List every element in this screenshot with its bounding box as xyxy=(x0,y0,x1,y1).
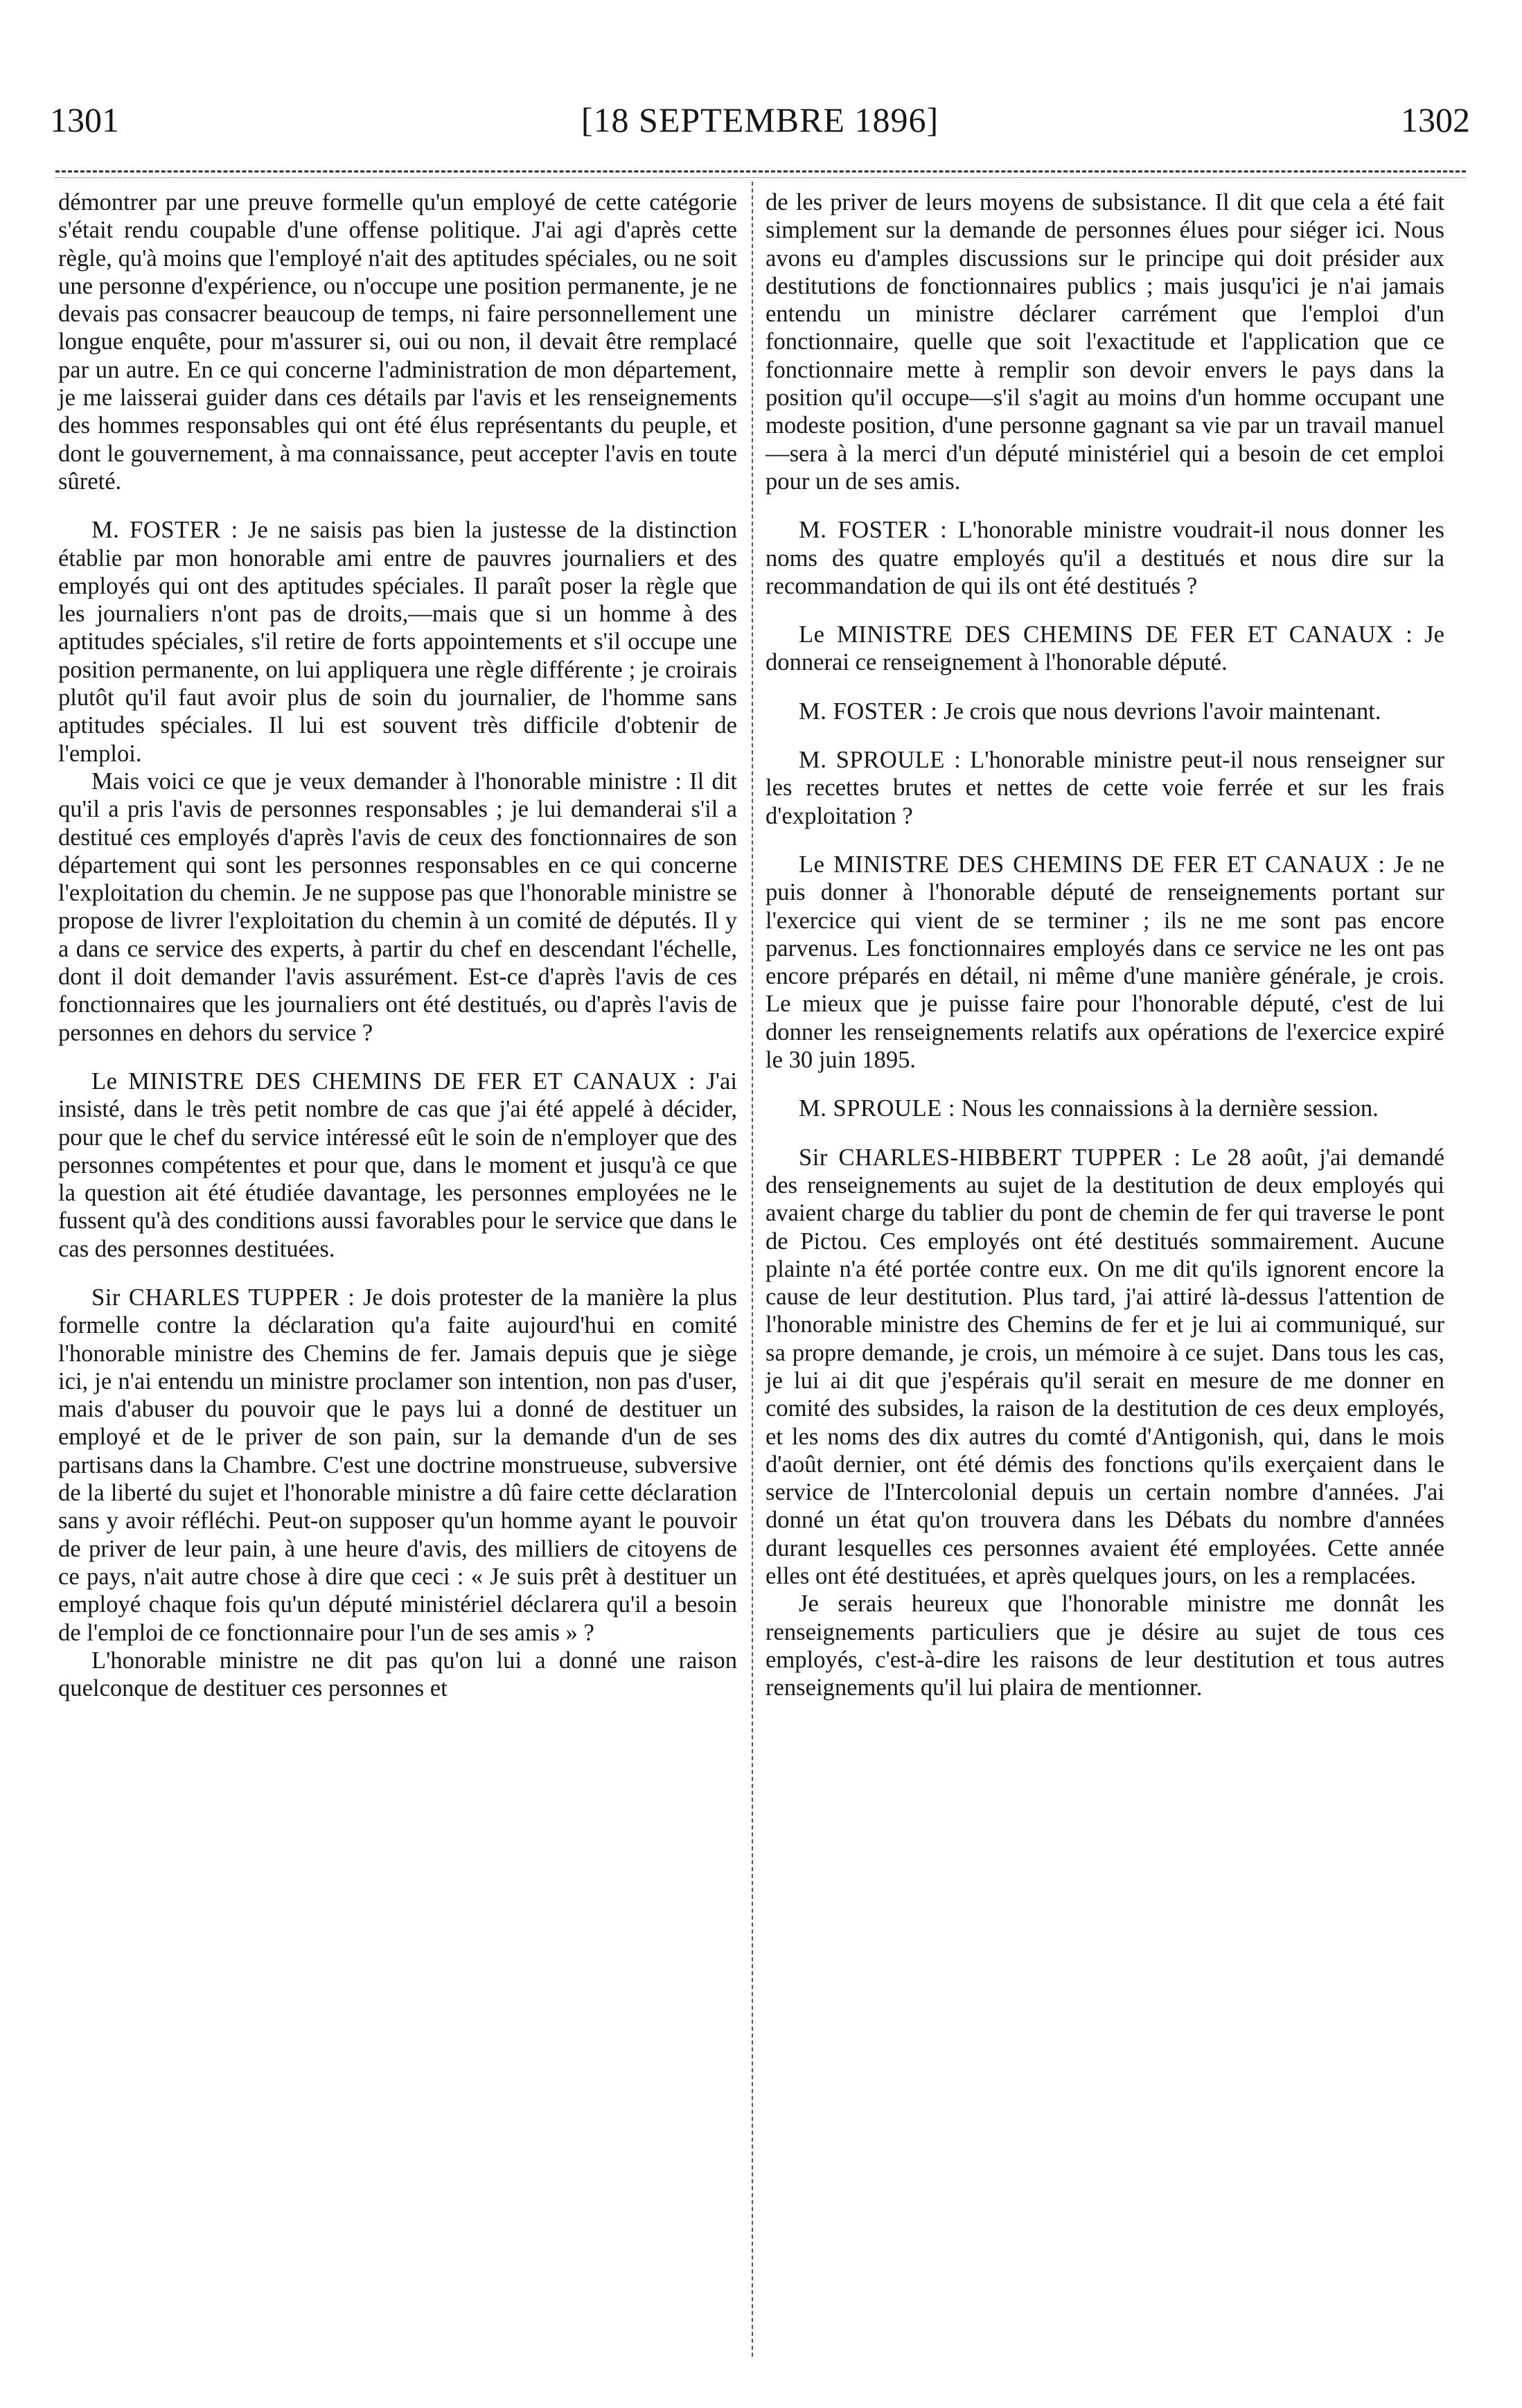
speaker-name: Sir CHARLES-HIBBERT TUPPER : xyxy=(799,1144,1181,1171)
paragraph xyxy=(58,188,737,495)
speaker-name: M. SPROULE : xyxy=(799,747,962,774)
paragraph-text: Le 28 août, j'ai demandé des renseignements au sujet de la destitution de deux employés qui avaient charge du tablier du pont de chemin de fer qui traverse le pont de Pictou. Ces employés ont été destitués sommairement. Aucune plainte n'a été portée contre eux. On me dit qu'ils ignorent encore la cause de leur destitution. Plus tard, j'ai attiré là-dessus l'attention de l'honorable ministre des Chemins de fer et je lui ai communiqué, sur sa propre demande, je crois, un mémoire à ce sujet. Dans tous les cas, je lui ai dit que j'espérais qu'il serait en mesure de me donner en comité des subsides, la raison de la destitution de ces deux employés, et les noms des dix autres du comté d'Antigonish, qui, dans le mois d'août dernier, ont été démis des fonctions qu'ils exerçaient dans le service de l'Intercolonial depuis un certain nombre d'années. J'ai donné un état qu'on trouvera dans les Débats du nombre d'années durant lesquelles ces personnes avaient été employées. Cette année elles ont été destituées, et après quelques jours, on les a remplacées. xyxy=(766,1144,1444,1590)
paragraph xyxy=(766,1095,1444,1122)
column-divider xyxy=(752,182,753,2357)
speaker-name: M. SPROULE : xyxy=(799,1095,955,1122)
paragraph xyxy=(766,516,1444,600)
paragraph-text: démontrer par une preuve formelle qu'un employé de cette catégorie s'était rendu coupable d'une offense politique. J'ai agi d'après cette règle, qu'à moins que l'employé n'ait des aptitudes spéciales, ou ne soit une personne d'expérience, ou n'occupe une position permanente, je ne devais pas consacrer beaucoup de temps, ni faire personnellement une longue enquête, pour m'assurer si, oui ou non, il devait être remplacé par un autre. En ce qui concerne l'administration de mon département, je me laisserai guider dans ces détails par l'avis et les renseignements des hommes responsables qui ont été élus représentants du peuple, et dont le gouvernement, à ma connaissance, peut accepter l'avis en toute sûreté. xyxy=(58,189,737,495)
paragraph xyxy=(58,768,737,1047)
paragraph xyxy=(766,746,1444,830)
right-page-number: 1302 xyxy=(1401,100,1470,139)
speaker-name: M. FOSTER : xyxy=(91,517,238,544)
paragraph-text: Je ne puis donner à l'honorable député de renseignements portant sur l'exercice qui vient de se terminer ; ils ne me sont pas encore parvenus. Les fonctionnaires employés dans ce service ne les ont pas encore préparés en détail, ni même d'une manière générale, je crois. Le mieux que je puisse faire pour l'honorable député, c'est de lui donner les renseignements relatifs aux opérations de l'exercice expiré le 30 juin 1895. xyxy=(766,851,1444,1074)
speaker-name: Le MINISTRE DES CHEMINS DE FER ET CANAUX : xyxy=(799,851,1386,878)
left-page-number: 1301 xyxy=(50,100,119,139)
paragraph-text: L'honorable ministre peut-il nous renseigner sur les recettes brutes et nettes de cette voie ferrée et sur les frais d'exploitation ? xyxy=(766,747,1445,829)
paragraph-text: Je crois que nous devrions l'avoir maintenant. xyxy=(937,698,1381,725)
paragraph-text: Je donnerai ce renseignement à l'honorable député. xyxy=(766,621,1444,676)
speaker-name: Le MINISTRE DES CHEMINS DE FER ET CANAUX : xyxy=(799,621,1413,648)
paragraph-text: Je serais heureux que l'honorable ministre me donnât les renseignements particuliers que je désire au sujet de tous ces employés, c'est-à-dire les raisons de leur destitution et tous autres renseignements qu'il lui plaira de mentionner. xyxy=(766,1591,1444,1701)
header-date: [18 SEPTEMBRE 1896] xyxy=(581,100,939,139)
paragraph xyxy=(766,698,1444,725)
paragraph-text: Je dois protester de la manière la plus formelle contre la déclaration qu'a faite aujourd'hui en comité l'honorable ministre des Chemins de fer. Jamais depuis que je siège ici, je n'ai entendu un ministre proclamer son intention, non pas d'user, mais d'abuser du pouvoir que le pays lui a donné de destituer un employé et de le priver de son pain, sur la demande d'un de ses partisans dans la Chambre. C'est une doctrine monstrueuse, subversive de la liberté du sujet et l'honorable ministre a dû faire cette déclaration sans y avoir réfléchi. Peut-on supposer qu'un homme ayant le pouvoir de priver de leur pain, à une heure d'avis, des milliers de citoyens de ce pays, n'ait autre chose à dire que ceci : « Je suis prêt à destituer un employé chaque fois qu'un député ministériel déclarera qu'il a besoin de l'emploi de ce fonctionnaire pour l'un de ses amis » ? xyxy=(58,1284,737,1646)
paragraph-text: Je ne saisis pas bien la justesse de la distinction établie par mon honorable ami entre de pauvres journaliers et des employés qui ont des aptitudes spéciales. Il paraît poser la règle que les journaliers n'ont pas de droits,—mais que si un homme à des aptitudes spéciales, s'il retire de forts appointements et s'il occupe une position permanente, on lui appliquera une règle différente ; je croirais plutôt qu'il faut avoir plus de soin du journalier, de l'homme sans aptitudes spéciales. Il lui est souvent très difficile d'obtenir de l'emploi. xyxy=(58,517,737,767)
speaker-name: Sir CHARLES TUPPER : xyxy=(91,1284,355,1311)
paragraph-text: L'honorable ministre ne dit pas qu'on lui a donné une raison quelconque de destituer ces personnes et xyxy=(58,1647,737,1702)
paragraph-text: L'honorable ministre voudrait-il nous donner les noms des quatre employés qu'il a destitués et nous dire sur la recommandation de qui ils ont été destitués ? xyxy=(766,517,1444,599)
speaker-name: M. FOSTER : xyxy=(799,517,948,544)
paragraph xyxy=(766,851,1444,1074)
paragraph-text: Nous les connaissions à la dernière session. xyxy=(955,1095,1379,1122)
left-column xyxy=(58,188,737,1702)
header-rule-secondary xyxy=(55,177,1466,178)
paragraph xyxy=(58,1068,737,1263)
paragraph-text: Mais voici ce que je veux demander à l'honorable ministre : Il dit qu'il a pris l'avis de personnes responsables ; je lui demanderai s'il a destitué ces employés d'après l'avis de ceux des fonctionnaires de son département qui sont les personnes responsables en ce qui concerne l'exploitation du chemin. Je ne suppose pas que l'honorable ministre se propose de livrer l'exploitation du chemin à un comité de députés. Il y a dans ce service des experts, à partir du chef en descendant l'échelle, dont il doit demander l'avis assurément. Est-ce d'après l'avis de ces fonctionnaires que les journaliers ont été destitués, ou d'après l'avis de personnes en dehors du service ? xyxy=(58,768,737,1046)
paragraph xyxy=(58,1284,737,1647)
paragraph xyxy=(58,1647,737,1703)
paragraph xyxy=(766,188,1444,495)
header-rule xyxy=(55,170,1466,172)
page-header xyxy=(50,86,1470,148)
speaker-name: Le MINISTRE DES CHEMINS DE FER ET CANAUX : xyxy=(91,1068,696,1095)
speaker-name: M. FOSTER : xyxy=(799,698,938,725)
paragraph-text: J'ai insisté, dans le très petit nombre de cas que j'ai été appelé à décider, pour que le chef du service intéressé eût le soin de n'employer que des personnes compétentes et pour que, dans le moment et jusqu'à ce que la question ait été étudiée davantage, les personnes employées ne le fussent qu'à des conditions aussi favorables pour le service que dans le cas des personnes destituées. xyxy=(58,1068,737,1262)
paragraph xyxy=(766,1144,1444,1591)
paragraph xyxy=(766,1590,1444,1701)
right-column xyxy=(766,188,1444,1702)
paragraph xyxy=(766,621,1444,677)
paragraph-text: de les priver de leurs moyens de subsistance. Il dit que cela a été fait simplement sur la demande de personnes élues pour siéger ici. Nous avons eu d'amples discussions sur le principe qui doit présider aux destitutions de fonctionnaires publics ; mais jusqu'ici je n'ai jamais entendu un ministre déclarer carrément que l'emploi d'un fonctionnaire, quelle que soit l'exactitude et l'application que ce fonctionnaire mette à remplir son devoir envers le pays dans la position qu'il occupe—s'il s'agit au moins d'un homme occupant une modeste position, d'une personne gagnant sa vie par un travail manuel—sera à la merci d'un député ministériel qui a besoin de cet emploi pour un de ses amis. xyxy=(766,189,1444,495)
paragraph xyxy=(58,516,737,768)
